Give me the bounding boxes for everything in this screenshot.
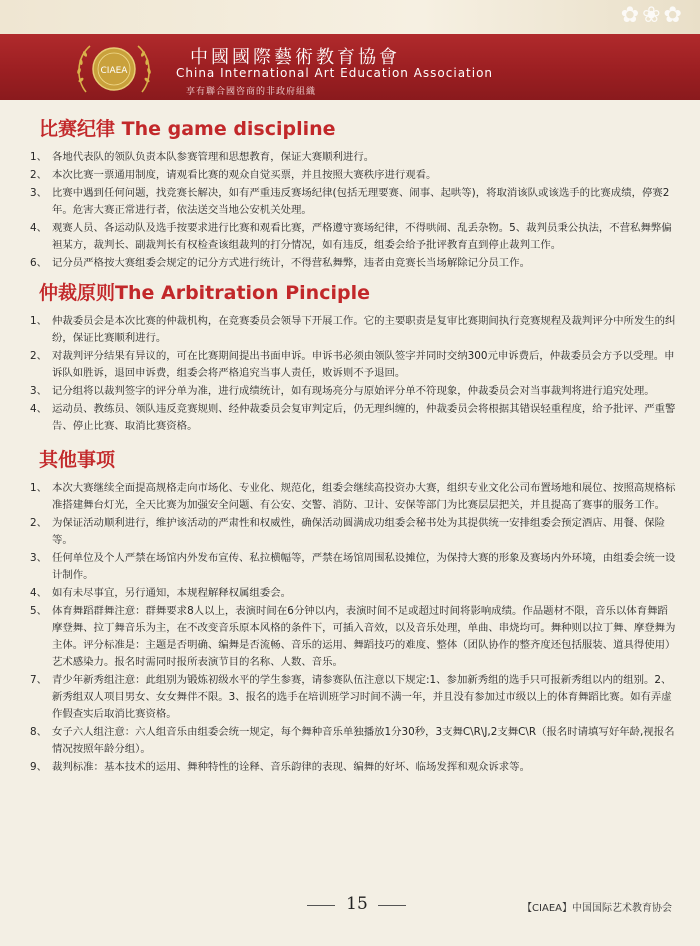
list-item bbox=[30, 480, 676, 514]
item-number: 4、 bbox=[30, 222, 48, 234]
item-number: 6、 bbox=[30, 257, 48, 269]
item-text: 青少年新秀组注意：此组别为锻炼初级水平的学生参赛，请参赛队伍注意以下规定:1、参加新秀组的选手只可报新秀组以内的组别。2、新秀组双人项目男女、女女舞伴不限。3、报名的选手在培训班学习时间不满一年，并且没有参加过市级以上的体育舞蹈比赛。如有弄虚作假查实后取消比赛资格。 bbox=[52, 674, 672, 720]
item-list bbox=[30, 480, 676, 776]
item-text: 为保证活动顺利进行，维护该活动的严肃性和权威性，确保活动圆满成功组委会秘书处为其提供统一安排组委会预定酒店、用餐、保险等。 bbox=[52, 517, 666, 546]
item-number: 3、 bbox=[30, 552, 48, 564]
logo-text: CIAEA bbox=[100, 66, 128, 76]
item-number: 1、 bbox=[30, 315, 48, 327]
list-item bbox=[30, 149, 676, 166]
list-item bbox=[30, 383, 676, 400]
section-title: 比赛纪律 The game discipline bbox=[39, 118, 336, 140]
item-text: 任何单位及个人严禁在场馆内外发布宣传、私拉横幅等，严禁在场馆周围私设摊位，为保持大赛的形象及赛场内外环境，由组委会统一设计制作。 bbox=[52, 552, 676, 581]
page-number-rule-right bbox=[378, 905, 406, 906]
item-number: 1、 bbox=[30, 482, 48, 494]
item-text: 观赛人员、各运动队及选手按要求进行比赛和观看比赛，严格遵守赛场纪律，不得哄闹、乱丢杂物。5、裁判员秉公执法，不营私舞弊偏袒某方，裁判长、副裁判长有权检查该组裁判的打分情况，如有违反，组委会给予批评教育直到停止裁判工作。 bbox=[52, 222, 672, 251]
item-text: 比赛中遇到任何问题，找竞赛长解决，如有严重违反赛场纪律(包括无理要赛、闹事、起哄等)，将取消该队或该选手的比赛成绩，停赛2年。危害大赛正常进行者，依法送交当地公安机关处理。 bbox=[52, 187, 670, 216]
item-number: 4、 bbox=[30, 403, 48, 415]
section-title: 其他事项 bbox=[39, 449, 116, 471]
list-item bbox=[30, 401, 676, 435]
section-arbitration-principle bbox=[30, 280, 676, 435]
org-subtitle: 享有聯合國咨商的非政府組織 bbox=[186, 87, 317, 97]
page-footer bbox=[0, 892, 700, 922]
item-number: 8、 bbox=[30, 726, 48, 738]
item-text: 体育舞蹈群舞注意：群舞要求8人以上，表演时间在6分钟以内，表演时间不足或超过时间将影响成绩。作品题材不限，音乐以体育舞蹈摩登舞、拉丁舞音乐为主，在不改变音乐原本风格的条件下，可插入音效，以及音乐处理，单曲、串烧均可。舞种则以拉丁舞、摩登舞为主体。评分标准是：主题是否明确、编舞是否流畅、音乐的运用、舞蹈技巧的难度、整体（团队协作的整齐度还包括服装、道具得使用）艺术感染力。报名时需同时报所表演节目的名称、人数、音乐。 bbox=[52, 605, 676, 668]
item-text: 女子六人组注意：六人组音乐由组委会统一规定，每个舞种音乐单独播放1分30秒，3支舞C\R\J,2支舞C\R（报名时请填写好年龄,视报名情况按照年龄分组）。 bbox=[52, 726, 675, 755]
list-item bbox=[30, 724, 676, 758]
association-logo bbox=[72, 40, 156, 98]
item-text: 本次大赛继续全面提高规格走向市场化、专业化、规范化，组委会继续高投资办大赛，组织专业文化公司布置场地和展位、按照高规格标准搭建舞台灯光，全天比赛为加强安全问题、有公安、交警、消防、卫计、安保等部门为比赛层层把关，并且提高了赛事的服务工作。 bbox=[52, 482, 676, 511]
item-number: 7、 bbox=[30, 674, 48, 686]
item-text: 记分组将以裁判签字的评分单为准，进行成绩统计，如有现场亮分与原始评分单不符现象，仲裁委员会对当事裁判将进行追究处理。 bbox=[52, 385, 655, 397]
footer-org-label: 【CIAEA】中国国际艺术教育协会 bbox=[522, 903, 672, 914]
section-game-discipline bbox=[30, 116, 676, 272]
list-item bbox=[30, 603, 676, 671]
item-number: 9、 bbox=[30, 761, 48, 773]
page-number: 15 bbox=[346, 894, 368, 914]
list-item bbox=[30, 550, 676, 584]
section-other-matters bbox=[30, 447, 676, 776]
list-item bbox=[30, 672, 676, 723]
top-decorative-band bbox=[0, 0, 700, 34]
list-item bbox=[30, 167, 676, 184]
item-text: 裁判标准：基本技术的运用、舞种特性的诠释、音乐韵律的表现、编舞的好坏、临场发挥和观众诉求等。 bbox=[52, 761, 530, 773]
page-number-rule-left bbox=[307, 905, 335, 906]
org-name-english: China International Art Education Association bbox=[176, 66, 494, 80]
list-item bbox=[30, 585, 676, 602]
item-list bbox=[30, 149, 676, 272]
list-item bbox=[30, 759, 676, 776]
item-text: 本次比赛一票通用制度，请观看比赛的观众自觉买票，并且按照大赛秩序进行观看。 bbox=[52, 169, 437, 181]
item-number: 5、 bbox=[30, 605, 48, 617]
item-text: 各地代表队的领队负责本队参赛管理和思想教育，保证大赛顺利进行。 bbox=[52, 151, 375, 163]
item-number: 3、 bbox=[30, 187, 48, 199]
item-text: 运动员、教练员、领队违反竞赛规则、经仲裁委员会复审判定后，仍无理纠缠的，仲裁委员会将根据其错误轻重程度，给予批评、严重警告、停止比赛、取消比赛资格。 bbox=[52, 403, 676, 432]
page-content bbox=[30, 116, 676, 777]
item-number: 2、 bbox=[30, 350, 48, 362]
item-number: 2、 bbox=[30, 169, 48, 181]
item-text: 记分员严格按大赛组委会规定的记分方式进行统计，不得营私舞弊，违者由竞赛长当场解除记分员工作。 bbox=[52, 257, 530, 269]
section-title: 仲裁原则The Arbitration Pinciple bbox=[39, 282, 370, 304]
item-text: 仲裁委员会是本次比赛的仲裁机构，在竞赛委员会领导下开展工作。它的主要职责是复审比赛期间执行竞赛规程及裁判评分中所发生的纠纷，保证比赛顺利进行。 bbox=[52, 315, 676, 344]
item-list bbox=[30, 313, 676, 435]
item-text: 如有未尽事宜，另行通知，本规程解释权属组委会。 bbox=[52, 587, 291, 599]
list-item bbox=[30, 185, 676, 219]
list-item bbox=[30, 348, 676, 382]
list-item bbox=[30, 515, 676, 549]
item-text: 对裁判评分结果有异议的，可在比赛期间提出书面申诉。申诉书必须由领队签字并同时交纳300元申诉费后，仲裁委员会方予以受理。申诉队如胜诉，退回申诉费，组委会将严格追究当事人责任，败诉则不予退回。 bbox=[52, 350, 675, 379]
list-item bbox=[30, 313, 676, 347]
list-item bbox=[30, 220, 676, 254]
item-number: 2、 bbox=[30, 517, 48, 529]
list-item bbox=[30, 255, 676, 272]
decorative-motif: ✿ ❀ ✿ bbox=[620, 3, 680, 28]
item-number: 4、 bbox=[30, 587, 48, 599]
org-name-chinese: 中國國際藝術教育協會 bbox=[190, 47, 400, 68]
item-number: 3、 bbox=[30, 385, 48, 397]
item-number: 1、 bbox=[30, 151, 48, 163]
